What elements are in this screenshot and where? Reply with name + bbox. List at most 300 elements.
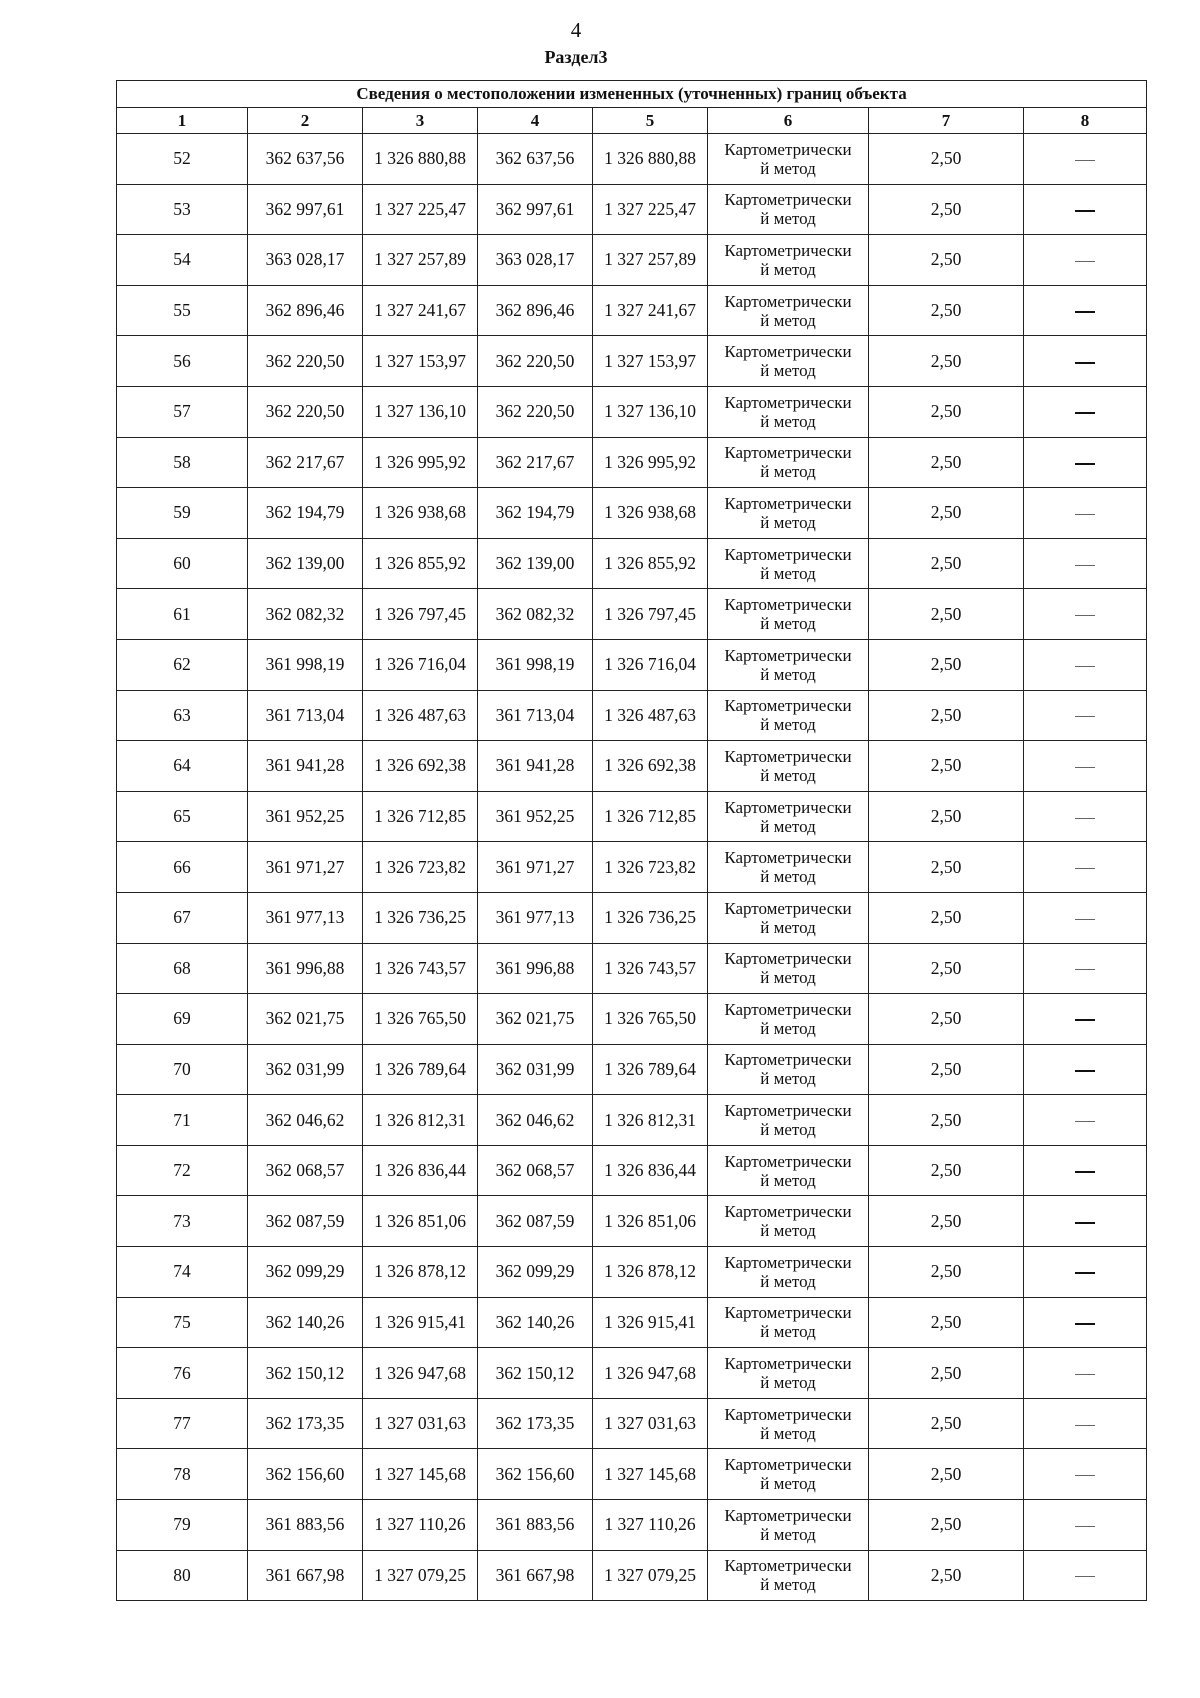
method-text: й метод <box>760 361 816 381</box>
dash-mark <box>1075 362 1095 364</box>
accuracy-cell: 2,50 <box>869 134 1024 185</box>
table-row <box>117 1095 1147 1146</box>
column-8-cell <box>1024 235 1147 286</box>
column-8-cell <box>1024 1196 1147 1247</box>
y-coordinate-cell: 1 326 765,50 <box>363 994 478 1045</box>
x-coordinate-cell: 361 998,19 <box>248 639 363 690</box>
column-number: 6 <box>708 108 869 134</box>
column-8-cell <box>1024 184 1147 235</box>
accuracy-cell: 2,50 <box>869 589 1024 640</box>
method-cell <box>708 386 869 437</box>
accuracy-cell: 2,50 <box>869 842 1024 893</box>
accuracy-cell: 2,50 <box>869 386 1024 437</box>
column-8-cell <box>1024 538 1147 589</box>
accuracy-cell: 2,50 <box>869 336 1024 387</box>
dash-mark <box>1075 767 1095 768</box>
y-coordinate-cell: 1 326 716,04 <box>593 639 708 690</box>
point-number-cell: 52 <box>117 134 248 185</box>
y-coordinate-cell: 1 326 938,68 <box>363 488 478 539</box>
method-text: й метод <box>760 968 816 988</box>
y-coordinate-cell: 1 327 225,47 <box>593 184 708 235</box>
point-number-cell: 55 <box>117 285 248 336</box>
accuracy-cell: 2,50 <box>869 437 1024 488</box>
point-number-cell: 53 <box>117 184 248 235</box>
table-row <box>117 1398 1147 1449</box>
accuracy-cell: 2,50 <box>869 235 1024 286</box>
method-cell <box>708 639 869 690</box>
x-coordinate-cell: 361 713,04 <box>248 690 363 741</box>
column-8-cell <box>1024 336 1147 387</box>
method-cell <box>708 1196 869 1247</box>
method-cell <box>708 1145 869 1196</box>
column-8-cell <box>1024 639 1147 690</box>
method-cell <box>708 1500 869 1551</box>
method-text: й метод <box>760 664 816 684</box>
table-row <box>117 1297 1147 1348</box>
table-row <box>117 1044 1147 1095</box>
point-number-cell: 70 <box>117 1044 248 1095</box>
column-8-cell <box>1024 741 1147 792</box>
y-coordinate-cell: 1 326 855,92 <box>363 538 478 589</box>
x-coordinate-cell: 362 046,62 <box>248 1095 363 1146</box>
y-coordinate-cell: 1 326 915,41 <box>593 1297 708 1348</box>
point-number-cell: 65 <box>117 791 248 842</box>
method-text: Картометрически <box>724 696 852 716</box>
x-coordinate-cell: 362 082,32 <box>248 589 363 640</box>
table-row <box>117 791 1147 842</box>
accuracy-cell: 2,50 <box>869 1044 1024 1095</box>
dash-mark <box>1075 1374 1095 1375</box>
dash-mark <box>1075 463 1095 465</box>
point-number-cell: 78 <box>117 1449 248 1500</box>
method-text: Картометрически <box>724 949 852 969</box>
point-number-cell: 60 <box>117 538 248 589</box>
y-coordinate-cell: 1 326 851,06 <box>363 1196 478 1247</box>
accuracy-cell: 2,50 <box>869 690 1024 741</box>
y-coordinate-cell: 1 327 241,67 <box>363 285 478 336</box>
point-number-cell: 80 <box>117 1550 248 1601</box>
x-coordinate-cell: 362 173,35 <box>478 1398 593 1449</box>
dash-mark <box>1075 1222 1095 1224</box>
x-coordinate-cell: 361 977,13 <box>248 892 363 943</box>
method-text: Картометрически <box>724 797 852 817</box>
y-coordinate-cell: 1 327 110,26 <box>363 1500 478 1551</box>
method-text: Картометрически <box>724 746 852 766</box>
table-row <box>117 235 1147 286</box>
point-number-cell: 69 <box>117 994 248 1045</box>
y-coordinate-cell: 1 326 947,68 <box>593 1348 708 1399</box>
x-coordinate-cell: 362 099,29 <box>478 1247 593 1298</box>
x-coordinate-cell: 362 220,50 <box>478 386 593 437</box>
method-text: й метод <box>760 209 816 229</box>
point-number-cell: 63 <box>117 690 248 741</box>
y-coordinate-cell: 1 326 947,68 <box>363 1348 478 1399</box>
accuracy-cell: 2,50 <box>869 1348 1024 1399</box>
table-row <box>117 134 1147 185</box>
column-8-cell <box>1024 690 1147 741</box>
method-cell <box>708 1095 869 1146</box>
x-coordinate-cell: 361 883,56 <box>478 1500 593 1551</box>
method-text: Картометрически <box>724 1303 852 1323</box>
column-8-cell <box>1024 892 1147 943</box>
method-cell <box>708 184 869 235</box>
method-text: й метод <box>760 259 816 279</box>
x-coordinate-cell: 362 156,60 <box>478 1449 593 1500</box>
y-coordinate-cell: 1 326 880,88 <box>593 134 708 185</box>
point-number-cell: 76 <box>117 1348 248 1399</box>
method-text: й метод <box>760 1120 816 1140</box>
x-coordinate-cell: 362 637,56 <box>478 134 593 185</box>
dash-mark <box>1075 160 1095 161</box>
point-number-cell: 68 <box>117 943 248 994</box>
y-coordinate-cell: 1 326 797,45 <box>363 589 478 640</box>
table-row <box>117 589 1147 640</box>
method-cell <box>708 1297 869 1348</box>
x-coordinate-cell: 362 139,00 <box>248 538 363 589</box>
table-row <box>117 639 1147 690</box>
column-8-cell <box>1024 943 1147 994</box>
x-coordinate-cell: 361 977,13 <box>478 892 593 943</box>
column-8-cell <box>1024 994 1147 1045</box>
y-coordinate-cell: 1 326 765,50 <box>593 994 708 1045</box>
x-coordinate-cell: 361 941,28 <box>478 741 593 792</box>
method-cell <box>708 437 869 488</box>
x-coordinate-cell: 361 713,04 <box>478 690 593 741</box>
y-coordinate-cell: 1 327 031,63 <box>363 1398 478 1449</box>
y-coordinate-cell: 1 326 995,92 <box>593 437 708 488</box>
dash-mark <box>1075 716 1095 717</box>
y-coordinate-cell: 1 326 736,25 <box>593 892 708 943</box>
method-cell <box>708 538 869 589</box>
method-text: Картометрически <box>724 1556 852 1576</box>
method-cell <box>708 1044 869 1095</box>
method-text: Картометрически <box>724 240 852 260</box>
x-coordinate-cell: 362 997,61 <box>248 184 363 235</box>
y-coordinate-cell: 1 327 031,63 <box>593 1398 708 1449</box>
column-number: 3 <box>363 108 478 134</box>
method-text: й метод <box>760 1221 816 1241</box>
method-cell <box>708 285 869 336</box>
y-coordinate-cell: 1 326 836,44 <box>593 1145 708 1196</box>
x-coordinate-cell: 362 082,32 <box>478 589 593 640</box>
y-coordinate-cell: 1 326 692,38 <box>363 741 478 792</box>
dash-mark <box>1075 868 1095 869</box>
method-cell <box>708 1550 869 1601</box>
point-number-cell: 58 <box>117 437 248 488</box>
column-number: 2 <box>248 108 363 134</box>
method-text: Картометрически <box>724 342 852 362</box>
method-text: й метод <box>760 1069 816 1089</box>
column-8-cell <box>1024 1247 1147 1298</box>
accuracy-cell: 2,50 <box>869 943 1024 994</box>
x-coordinate-cell: 363 028,17 <box>248 235 363 286</box>
table-row <box>117 184 1147 235</box>
dash-mark <box>1075 311 1095 313</box>
method-text: Картометрически <box>724 392 852 412</box>
x-coordinate-cell: 362 031,99 <box>478 1044 593 1095</box>
dash-mark <box>1075 818 1095 819</box>
method-text: й метод <box>760 1271 816 1291</box>
y-coordinate-cell: 1 327 257,89 <box>363 235 478 286</box>
dash-mark <box>1075 1425 1095 1426</box>
method-text: й метод <box>760 1373 816 1393</box>
method-text: Картометрически <box>724 443 852 463</box>
column-number-row <box>117 108 1147 134</box>
y-coordinate-cell: 1 326 995,92 <box>363 437 478 488</box>
x-coordinate-cell: 361 667,98 <box>248 1550 363 1601</box>
dash-mark <box>1075 666 1095 667</box>
y-coordinate-cell: 1 326 878,12 <box>593 1247 708 1298</box>
table-row <box>117 538 1147 589</box>
table-title: Сведения о местоположении измененных (уточненных) границ объекта <box>117 81 1147 108</box>
x-coordinate-cell: 362 194,79 <box>248 488 363 539</box>
y-coordinate-cell: 1 326 789,64 <box>593 1044 708 1095</box>
column-8-cell <box>1024 437 1147 488</box>
method-text: й метод <box>760 614 816 634</box>
x-coordinate-cell: 362 068,57 <box>478 1145 593 1196</box>
point-number-cell: 54 <box>117 235 248 286</box>
method-cell <box>708 994 869 1045</box>
method-text: Картометрически <box>724 1505 852 1525</box>
y-coordinate-cell: 1 326 743,57 <box>363 943 478 994</box>
x-coordinate-cell: 362 150,12 <box>248 1348 363 1399</box>
y-coordinate-cell: 1 326 723,82 <box>363 842 478 893</box>
accuracy-cell: 2,50 <box>869 791 1024 842</box>
method-text: Картометрически <box>724 1151 852 1171</box>
x-coordinate-cell: 362 150,12 <box>478 1348 593 1399</box>
method-text: й метод <box>760 917 816 937</box>
dash-mark <box>1075 1070 1095 1072</box>
y-coordinate-cell: 1 327 145,68 <box>363 1449 478 1500</box>
x-coordinate-cell: 362 637,56 <box>248 134 363 185</box>
y-coordinate-cell: 1 326 797,45 <box>593 589 708 640</box>
y-coordinate-cell: 1 326 938,68 <box>593 488 708 539</box>
method-cell <box>708 1449 869 1500</box>
x-coordinate-cell: 362 046,62 <box>478 1095 593 1146</box>
x-coordinate-cell: 362 140,26 <box>478 1297 593 1348</box>
dash-mark <box>1075 969 1095 970</box>
table-row <box>117 892 1147 943</box>
x-coordinate-cell: 361 971,27 <box>478 842 593 893</box>
x-coordinate-cell: 362 156,60 <box>248 1449 363 1500</box>
column-number: 8 <box>1024 108 1147 134</box>
x-coordinate-cell: 361 996,88 <box>248 943 363 994</box>
accuracy-cell: 2,50 <box>869 1247 1024 1298</box>
column-8-cell <box>1024 1550 1147 1601</box>
method-text: й метод <box>760 462 816 482</box>
y-coordinate-cell: 1 327 153,97 <box>363 336 478 387</box>
table-row <box>117 1348 1147 1399</box>
method-cell <box>708 336 869 387</box>
y-coordinate-cell: 1 326 723,82 <box>593 842 708 893</box>
column-8-cell <box>1024 1348 1147 1399</box>
y-coordinate-cell: 1 326 789,64 <box>363 1044 478 1095</box>
point-number-cell: 74 <box>117 1247 248 1298</box>
method-cell <box>708 690 869 741</box>
method-text: й метод <box>760 1524 816 1544</box>
method-text: Картометрически <box>724 1101 852 1121</box>
method-cell <box>708 134 869 185</box>
y-coordinate-cell: 1 326 487,63 <box>593 690 708 741</box>
point-number-cell: 56 <box>117 336 248 387</box>
y-coordinate-cell: 1 326 851,06 <box>593 1196 708 1247</box>
x-coordinate-cell: 361 996,88 <box>478 943 593 994</box>
x-coordinate-cell: 361 971,27 <box>248 842 363 893</box>
method-text: Картометрически <box>724 1354 852 1374</box>
x-coordinate-cell: 362 087,59 <box>248 1196 363 1247</box>
method-text: й метод <box>760 411 816 431</box>
point-number-cell: 73 <box>117 1196 248 1247</box>
y-coordinate-cell: 1 326 712,85 <box>363 791 478 842</box>
x-coordinate-cell: 362 031,99 <box>248 1044 363 1095</box>
y-coordinate-cell: 1 326 716,04 <box>363 639 478 690</box>
x-coordinate-cell: 362 220,50 <box>478 336 593 387</box>
accuracy-cell: 2,50 <box>869 1500 1024 1551</box>
x-coordinate-cell: 362 068,57 <box>248 1145 363 1196</box>
method-text: Картометрически <box>724 1404 852 1424</box>
table-row <box>117 690 1147 741</box>
column-8-cell <box>1024 1044 1147 1095</box>
accuracy-cell: 2,50 <box>869 1449 1024 1500</box>
point-number-cell: 62 <box>117 639 248 690</box>
method-text: й метод <box>760 1474 816 1494</box>
x-coordinate-cell: 362 217,67 <box>478 437 593 488</box>
accuracy-cell: 2,50 <box>869 488 1024 539</box>
point-number-cell: 57 <box>117 386 248 437</box>
method-text: Картометрически <box>724 139 852 159</box>
method-text: Картометрически <box>724 645 852 665</box>
method-text: Картометрически <box>724 898 852 918</box>
y-coordinate-cell: 1 327 241,67 <box>593 285 708 336</box>
y-coordinate-cell: 1 326 880,88 <box>363 134 478 185</box>
column-number: 4 <box>478 108 593 134</box>
point-number-cell: 71 <box>117 1095 248 1146</box>
column-8-cell <box>1024 1095 1147 1146</box>
accuracy-cell: 2,50 <box>869 285 1024 336</box>
y-coordinate-cell: 1 327 145,68 <box>593 1449 708 1500</box>
method-text: Картометрически <box>724 544 852 564</box>
method-text: Картометрически <box>724 493 852 513</box>
table-row <box>117 1247 1147 1298</box>
method-text: Картометрически <box>724 999 852 1019</box>
table-row <box>117 1449 1147 1500</box>
column-8-cell <box>1024 1145 1147 1196</box>
x-coordinate-cell: 362 139,00 <box>478 538 593 589</box>
y-coordinate-cell: 1 326 692,38 <box>593 741 708 792</box>
table-body <box>117 134 1147 1601</box>
dash-mark <box>1075 210 1095 212</box>
y-coordinate-cell: 1 327 257,89 <box>593 235 708 286</box>
dash-mark <box>1075 1475 1095 1476</box>
method-text: й метод <box>760 1170 816 1190</box>
point-number-cell: 75 <box>117 1297 248 1348</box>
table-row <box>117 741 1147 792</box>
point-number-cell: 77 <box>117 1398 248 1449</box>
x-coordinate-cell: 361 998,19 <box>478 639 593 690</box>
column-8-cell <box>1024 842 1147 893</box>
method-cell <box>708 1247 869 1298</box>
x-coordinate-cell: 362 099,29 <box>248 1247 363 1298</box>
boundary-coordinates-table <box>116 80 1147 1601</box>
accuracy-cell: 2,50 <box>869 184 1024 235</box>
x-coordinate-cell: 362 021,75 <box>248 994 363 1045</box>
table-row <box>117 437 1147 488</box>
method-text: й метод <box>760 563 816 583</box>
table-row <box>117 386 1147 437</box>
method-cell <box>708 488 869 539</box>
y-coordinate-cell: 1 326 487,63 <box>363 690 478 741</box>
accuracy-cell: 2,50 <box>869 741 1024 792</box>
x-coordinate-cell: 362 140,26 <box>248 1297 363 1348</box>
method-text: й метод <box>760 1322 816 1342</box>
y-coordinate-cell: 1 326 915,41 <box>363 1297 478 1348</box>
method-text: й метод <box>760 715 816 735</box>
y-coordinate-cell: 1 327 079,25 <box>363 1550 478 1601</box>
y-coordinate-cell: 1 327 079,25 <box>593 1550 708 1601</box>
x-coordinate-cell: 362 896,46 <box>478 285 593 336</box>
x-coordinate-cell: 361 952,25 <box>248 791 363 842</box>
x-coordinate-cell: 363 028,17 <box>478 235 593 286</box>
table-row <box>117 943 1147 994</box>
method-cell <box>708 842 869 893</box>
point-number-cell: 59 <box>117 488 248 539</box>
accuracy-cell: 2,50 <box>869 1550 1024 1601</box>
dash-mark <box>1075 615 1095 616</box>
x-coordinate-cell: 362 194,79 <box>478 488 593 539</box>
column-number: 7 <box>869 108 1024 134</box>
y-coordinate-cell: 1 326 736,25 <box>363 892 478 943</box>
accuracy-cell: 2,50 <box>869 1398 1024 1449</box>
x-coordinate-cell: 362 997,61 <box>478 184 593 235</box>
table-row <box>117 842 1147 893</box>
x-coordinate-cell: 362 217,67 <box>248 437 363 488</box>
y-coordinate-cell: 1 327 110,26 <box>593 1500 708 1551</box>
x-coordinate-cell: 362 220,50 <box>248 336 363 387</box>
point-number-cell: 67 <box>117 892 248 943</box>
accuracy-cell: 2,50 <box>869 1196 1024 1247</box>
method-text: й метод <box>760 816 816 836</box>
table-row <box>117 1550 1147 1601</box>
method-cell <box>708 589 869 640</box>
point-number-cell: 79 <box>117 1500 248 1551</box>
dash-mark <box>1075 1576 1095 1577</box>
dash-mark <box>1075 261 1095 262</box>
method-text: Картометрически <box>724 595 852 615</box>
method-text: й метод <box>760 1018 816 1038</box>
table-row <box>117 1196 1147 1247</box>
method-text: й метод <box>760 310 816 330</box>
column-8-cell <box>1024 1297 1147 1348</box>
column-8-cell <box>1024 1398 1147 1449</box>
section-title: Раздел3 <box>544 47 608 67</box>
method-cell <box>708 235 869 286</box>
accuracy-cell: 2,50 <box>869 538 1024 589</box>
accuracy-cell: 2,50 <box>869 1145 1024 1196</box>
x-coordinate-cell: 362 173,35 <box>248 1398 363 1449</box>
method-cell <box>708 1348 869 1399</box>
method-text: Картометрически <box>724 1050 852 1070</box>
column-8-cell <box>1024 386 1147 437</box>
method-cell <box>708 892 869 943</box>
accuracy-cell: 2,50 <box>869 994 1024 1045</box>
x-coordinate-cell: 361 883,56 <box>248 1500 363 1551</box>
y-coordinate-cell: 1 327 136,10 <box>363 386 478 437</box>
page-number: 4 <box>570 18 582 42</box>
dash-mark <box>1075 1323 1095 1325</box>
table-row <box>117 994 1147 1045</box>
dash-mark <box>1075 412 1095 414</box>
method-text: Картометрически <box>724 190 852 210</box>
